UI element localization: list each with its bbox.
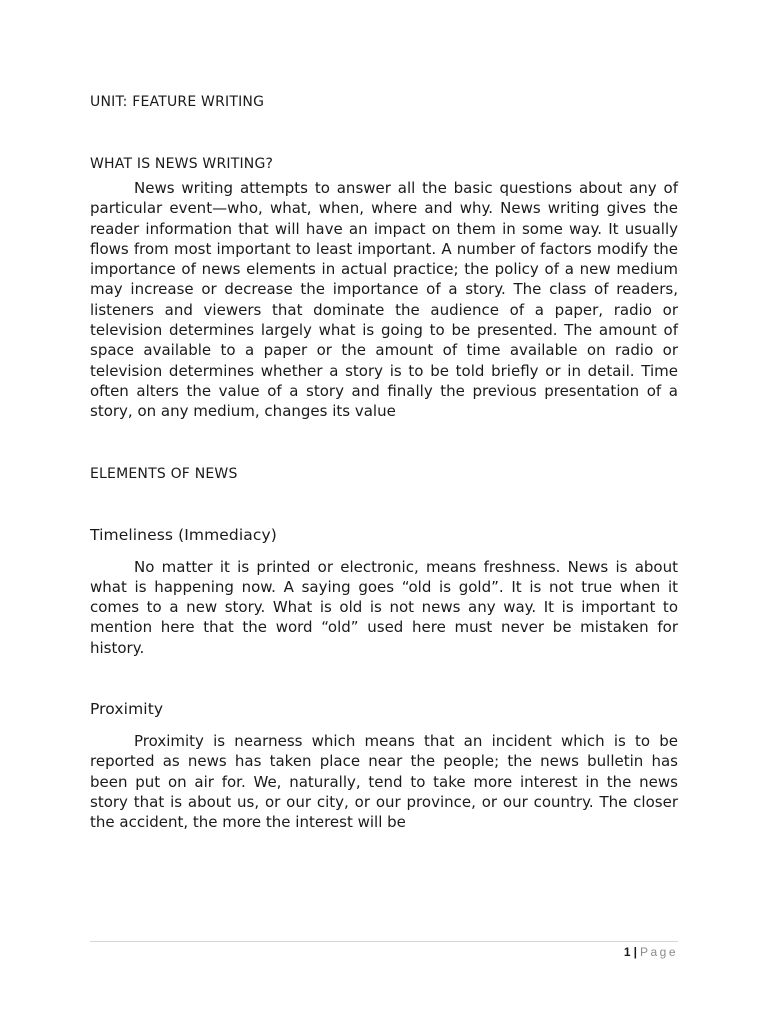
page-label: Page [639, 945, 678, 959]
footer-divider [90, 941, 678, 942]
page-number: 1 [623, 945, 631, 959]
subheading-proximity: Proximity [90, 700, 164, 719]
section-heading-elements-of-news: ELEMENTS OF NEWS [90, 465, 238, 482]
section-heading-news-writing: WHAT IS NEWS WRITING? [90, 156, 274, 172]
footer-separator: | [633, 945, 637, 959]
paragraph-news-writing: News writing attempts to answer all the basic questions about any of particular event—who, what, when, where and why. News writing gives the reader information that will have an impact on them in some way. It usually flows from most important to least important. A number of factors modify the importance of news elements in actual practice; the policy of a new medium may increase or decrease the importance of a story. The class of readers, listeners and viewers that dominate the audience of a paper, radio or television determines largely what is going to be presented. The amount of space available to a paper or the amount of time available on radio or television determines whether a story is to be told briefly or in detail. Time often alters the value of a story and finally the previous presentation of a story, on any medium, changes its value [90, 179, 678, 421]
page-footer [624, 943, 678, 961]
page-content [90, 92, 678, 833]
paragraph-timeliness: No matter it is printed or electronic, means freshness. News is about what is happening now. A saying goes “old is gold”. It is not true when it comes to a new story. What is old is not news any way. It is important to mention here that the word “old” used here must never be mistaken for history. [90, 557, 678, 657]
paragraph-proximity: Proximity is nearness which means that an incident which is to be reported as news has taken place near the people; the news bulletin has been put on air for. We, naturally, tend to take more interest in the news story that is about us, or our city, or our province, or our country. The closer the accident, the more the interest will be [90, 732, 678, 832]
subheading-timeliness: Timeliness (Immediacy) [90, 525, 277, 544]
unit-heading: UNIT: FEATURE WRITING [90, 94, 265, 110]
